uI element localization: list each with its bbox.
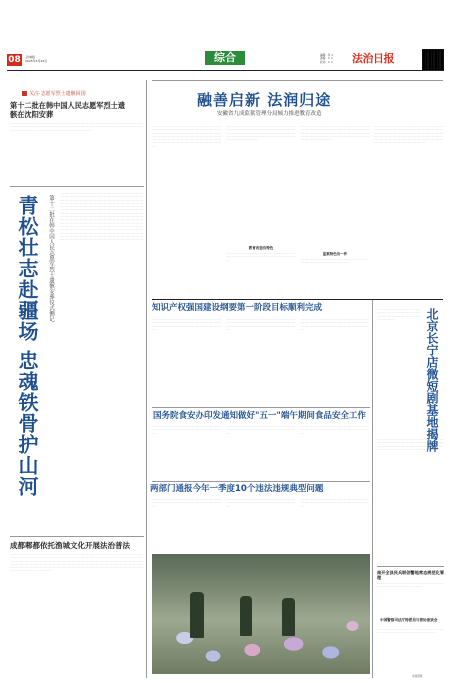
header-rule bbox=[7, 70, 443, 71]
newspaper-logo: 法治日报 bbox=[352, 52, 394, 65]
photo-figure bbox=[240, 596, 252, 636]
divider bbox=[377, 566, 444, 567]
page-number: 08 bbox=[8, 55, 21, 65]
article-body: ············································································································································································ bbox=[226, 498, 296, 508]
issue-date: 2025年4月26日 bbox=[25, 59, 48, 63]
section-subhead: 监狱特色有一件 bbox=[322, 252, 348, 256]
article-body: ············································································································································································ bbox=[300, 425, 370, 435]
feature-headline: 青松壮志赴疆场 忠魂铁骨护山河 bbox=[15, 195, 39, 497]
column-divider bbox=[146, 80, 147, 678]
article-body: ············································································································································································ bbox=[300, 498, 370, 508]
lead-subheadline: 安徽省九成监狱管理分局倾力推进教育改造 bbox=[217, 111, 322, 117]
lead-body: ························································································································································································································································································································································································ bbox=[300, 125, 370, 142]
qr-code bbox=[423, 50, 443, 70]
article-body: ···························································································································································································································································································································································································································································································································································································································································································································································································································································································· bbox=[10, 553, 144, 573]
lead-headline: 融善启新 法润归途 bbox=[197, 91, 332, 109]
divider bbox=[152, 299, 443, 300]
article-body: ···················································································································································································· bbox=[377, 308, 421, 321]
divider bbox=[10, 186, 144, 187]
editor-credits bbox=[320, 54, 333, 64]
article-headline: 知识产权强国建设纲要第一阶段目标顺利完成 bbox=[152, 303, 323, 313]
article-body: ············································································································································································ bbox=[152, 498, 222, 508]
article-headline: 两部门通报今年一季度10个违法违规典型问题 bbox=[150, 484, 324, 494]
article-headline: 中国警察司法厅特派员与律协座谈会 bbox=[380, 618, 438, 622]
edition-date bbox=[25, 55, 47, 63]
article-body: ········································································································································ bbox=[377, 582, 444, 589]
lead-body: ······················································································································································································································································································································································································ bbox=[226, 125, 296, 142]
topic-tag-label: 关注·志愿军烈士遗骸回国 bbox=[29, 91, 86, 97]
tag-icon bbox=[22, 91, 27, 96]
edition-label: ·县域版 bbox=[25, 55, 35, 59]
divider bbox=[152, 80, 443, 81]
editor-line: 美编：× × bbox=[320, 57, 333, 61]
article-body: ························································································································································ bbox=[377, 628, 444, 635]
article-body: ································································································································································································································································ bbox=[300, 318, 370, 331]
article-headline: 成都郫都依托渔城文化开展法治普法 bbox=[10, 541, 130, 550]
article-body: ································································································································································································································································································································ bbox=[377, 438, 444, 451]
column-divider bbox=[372, 300, 373, 678]
section-title: 综合 bbox=[205, 51, 245, 65]
article-body: ············································································································································································ bbox=[226, 425, 296, 435]
photo-figure bbox=[282, 598, 295, 636]
article-body: ············································································································································································ bbox=[152, 425, 222, 435]
section-subhead: 教育改造有特色 bbox=[248, 246, 274, 250]
lead-body: ······························································································································································································································································································································································································································································································································ bbox=[152, 125, 222, 148]
editor-line: 编辑：李 × bbox=[320, 54, 334, 57]
article-headline: 北京长宁店微短剧基地揭牌 bbox=[425, 308, 439, 452]
topic-tag bbox=[22, 90, 86, 97]
divider bbox=[152, 481, 370, 482]
article-body: ································································································································································································································································ bbox=[152, 318, 222, 331]
feature-body: ············································································································································································································································································································································································································································································································································································································································································································································································································································································································································································································································································································································································································································································································································································································································································································································································ bbox=[60, 192, 144, 245]
photo-figure bbox=[190, 592, 204, 638]
lead-body: ············································································································································································ bbox=[226, 252, 296, 262]
article-headline: 南开全县民兵联创警地常态规范化管理 bbox=[377, 570, 445, 580]
article-headline: 国务院食安办印发通知做好"五一"端午期间食品安全工作 bbox=[153, 411, 366, 421]
article-body: ········································································································································································································································································································································································································································ bbox=[10, 122, 144, 132]
lead-body: ·············································································································································· bbox=[300, 258, 370, 265]
editor-line: 校对：× × bbox=[320, 60, 333, 64]
news-photo bbox=[152, 554, 370, 674]
article-body: ································································································································································································································································ bbox=[226, 318, 296, 331]
lead-body: ·································································································································································································································································································································································································································································································· bbox=[374, 125, 444, 145]
divider bbox=[10, 536, 144, 537]
feature-subheadline: 第十二批在韩中国人民志愿军烈士遗骸安葬仪式侧记 bbox=[48, 195, 54, 322]
page-footer: 责编整理 bbox=[412, 675, 423, 678]
divider bbox=[152, 407, 370, 408]
article-headline: 第十二批在韩中国人民志愿军烈士遗骸在沈阳安葬 bbox=[10, 101, 126, 119]
